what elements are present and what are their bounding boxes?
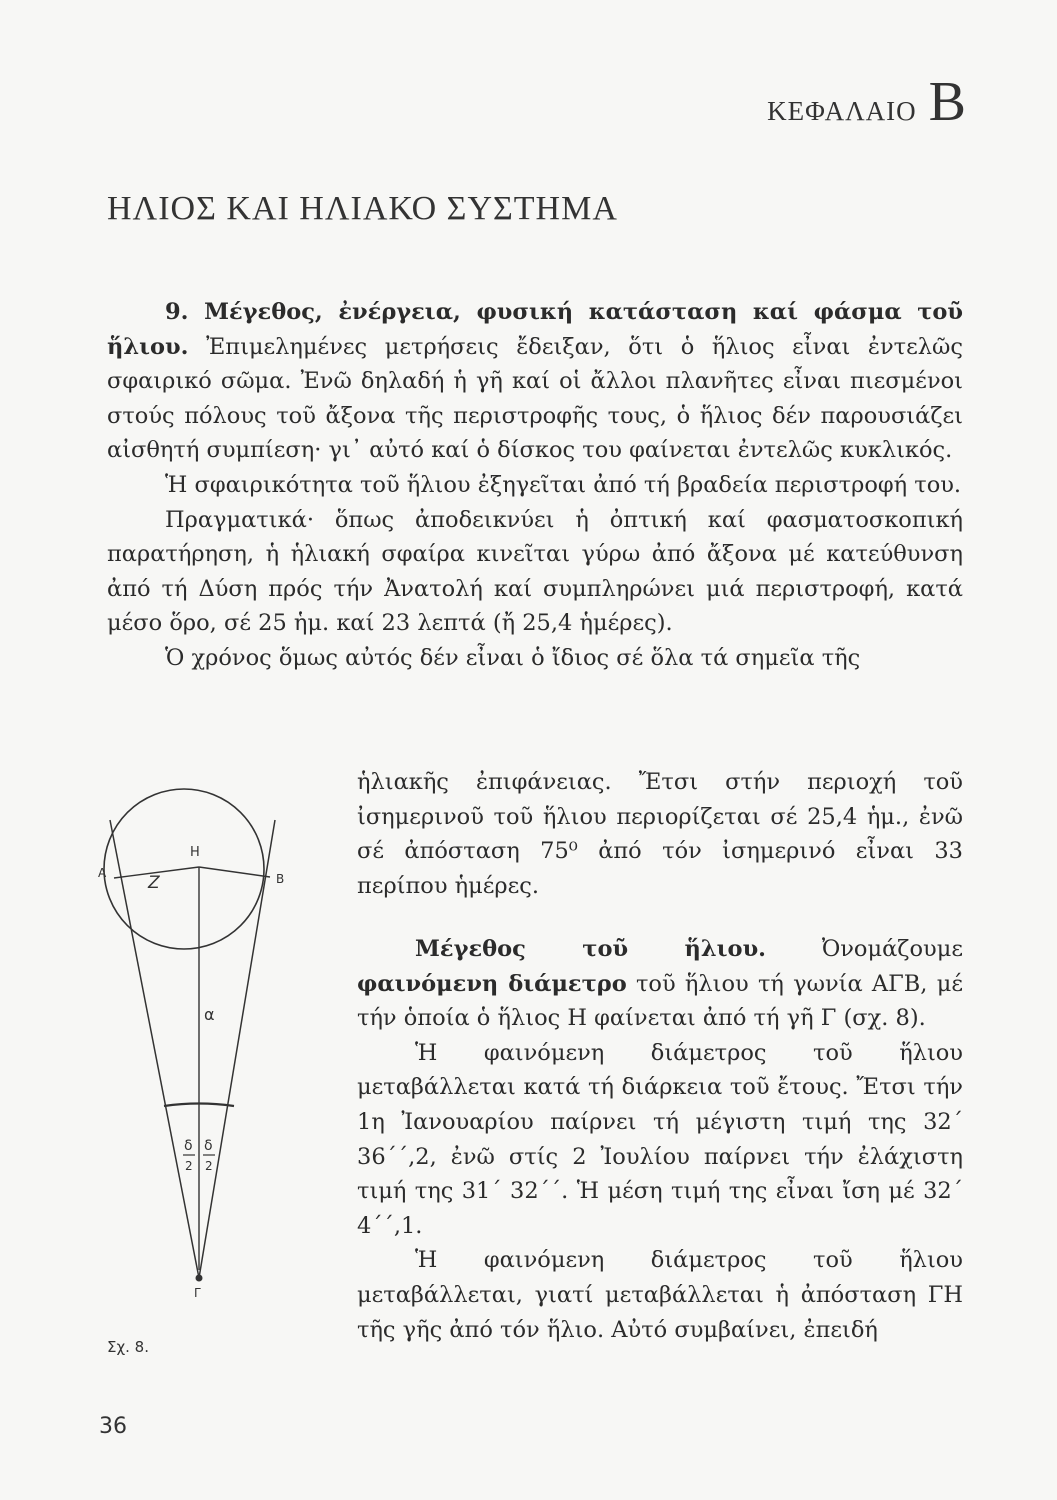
size-paragraph-1: [357, 932, 963, 1036]
label-z: Z: [148, 873, 160, 893]
page-number: 36: [99, 1414, 127, 1439]
section-rotation-continued: [357, 765, 963, 903]
label-alpha: α: [204, 1005, 215, 1024]
size-term: φαινόμενη διάμετρο: [357, 970, 627, 997]
label-g: Γ: [194, 1286, 201, 1300]
label-h: Η: [190, 845, 200, 860]
section-paragraph-3: Πραγματικά· ὅπως ἀποδεικνύει ἡ ὀπτική καί φασματοσκοπική παρατήρηση, ἡ ἡλιακή σφαίρα κινεῖται γύρω ἀπό ἄξονα μέ κατεύθυνση ἀπό τή Δύση πρός τήν Ἀνατολή καί συμπληρώνει μιά περιστροφή, κατά μέσο ὅρο, σέ 25 ἡμ. καί 23 λεπτά (ἤ 25,4 ἡμέρες).: [107, 506, 963, 637]
section-heading: 9. Μέγεθος, ἐνέργεια, φυσική κατάσταση καί φάσμα τοῦ ἥλιου.: [107, 299, 963, 360]
chapter-header: [767, 70, 967, 134]
label-b: Β: [276, 872, 285, 886]
label-a: Α: [98, 866, 107, 880]
page-title: ΗΛΙΟΣ ΚΑΙ ΗΛΙΑΚΟ ΣΥΣΤΗΜΑ: [107, 190, 618, 227]
section-paragraph-2: Ἡ σφαιρικότητα τοῦ ἥλιου ἐξηγεῖται ἀπό τή βραδεία περιστροφή του.: [165, 471, 962, 498]
size-text-b: τοῦ ἥλιου τή γωνία ΑΓΒ, μέ τήν ὁποία ὁ ἥλιος Η φαίνεται ἀπό τή γῆ Γ (σχ. 8).: [357, 970, 963, 1032]
paragraph-1-text: Ἐπιμελημένες μετρήσεις ἔδειξαν, ὅτι ὁ ἥλιος εἶναι ἐντελῶς σφαιρικό σῶμα. Ἐνῶ δηλαδή ἡ γῆ καί οἱ ἄλλοι πλανῆτες εἶναι πιεσμένοι στούς πόλους τοῦ ἄξονα τῆς περιστροφῆς τους, ὁ ἥλιος δέν παρουσιάζει αἰσθητή συμπίεση· γι᾽ αὐτό καί ὁ δίσκος του φαίνεται ἐντελῶς κυκλικός.: [107, 333, 963, 464]
label-two-left: 2: [185, 1159, 193, 1173]
size-heading: Μέγεθος τοῦ ἥλιου.: [415, 936, 767, 962]
section-intro: [107, 295, 963, 676]
figure-8-diagram: [80, 770, 320, 1330]
section-paragraph-4-end: ἡλιακῆς ἐπιφάνειας. Ἔτσι στήν περιοχή τοῦ ἰσημερινοῦ τοῦ ἥλιου περιορίζεται σέ 25,4 ἡμ., ἐνῶ σέ ἀπόσταση 75⁰ ἀπό τόν ἰσημερινό εἶναι 33 περίπου ἡμέρες.: [357, 769, 963, 899]
section-paragraph-1: [107, 295, 963, 468]
earth-point: [196, 1275, 203, 1282]
label-delta-left: δ: [184, 1138, 193, 1154]
size-text-a: Ὀνομάζουμε: [821, 936, 963, 962]
size-paragraph-3: Ἡ φαινόμενη διάμετρος τοῦ ἥλιου μεταβάλλεται, γιατί μεταβάλλεται ἡ ἀπόσταση ΓΗ τῆς γῆς ἀπό τόν ἥλιο. Αὐτό συμβαίνει, ἐπειδή: [357, 1247, 963, 1343]
size-paragraph-2: Ἡ φαινόμενη διάμετρος τοῦ ἥλιου μεταβάλλεται κατά τή διάρκεια τοῦ ἔτους. Ἔτσι τήν 1η Ἰανουαρίου παίρνει τή μέγιστη τιμή της 32΄ 36΄΄,2, ἐνῶ στίς 2 Ἰουλίου παίρνει τήν ἐλάχιστη τιμή της 31΄ 32΄΄. Ἡ μέση τιμή της εἶναι ἴση μέ 32΄ 4΄΄,1.: [357, 1039, 963, 1239]
section-size: [357, 932, 963, 1347]
label-delta-right: δ: [204, 1138, 213, 1154]
radius-line-right: [199, 867, 270, 877]
label-two-right: 2: [205, 1159, 213, 1173]
tangent-line-right: [199, 820, 275, 1278]
chapter-label: ΚΕΦΑΛΑΙΟ: [767, 96, 917, 126]
section-paragraph-4-start: Ὁ χρόνος ὅμως αὐτός δέν εἶναι ὁ ἴδιος σέ ὅλα τά σημεῖα τῆς: [165, 644, 861, 671]
chapter-letter: Β: [928, 71, 967, 133]
figure-caption: Σχ. 8.: [107, 1338, 149, 1356]
